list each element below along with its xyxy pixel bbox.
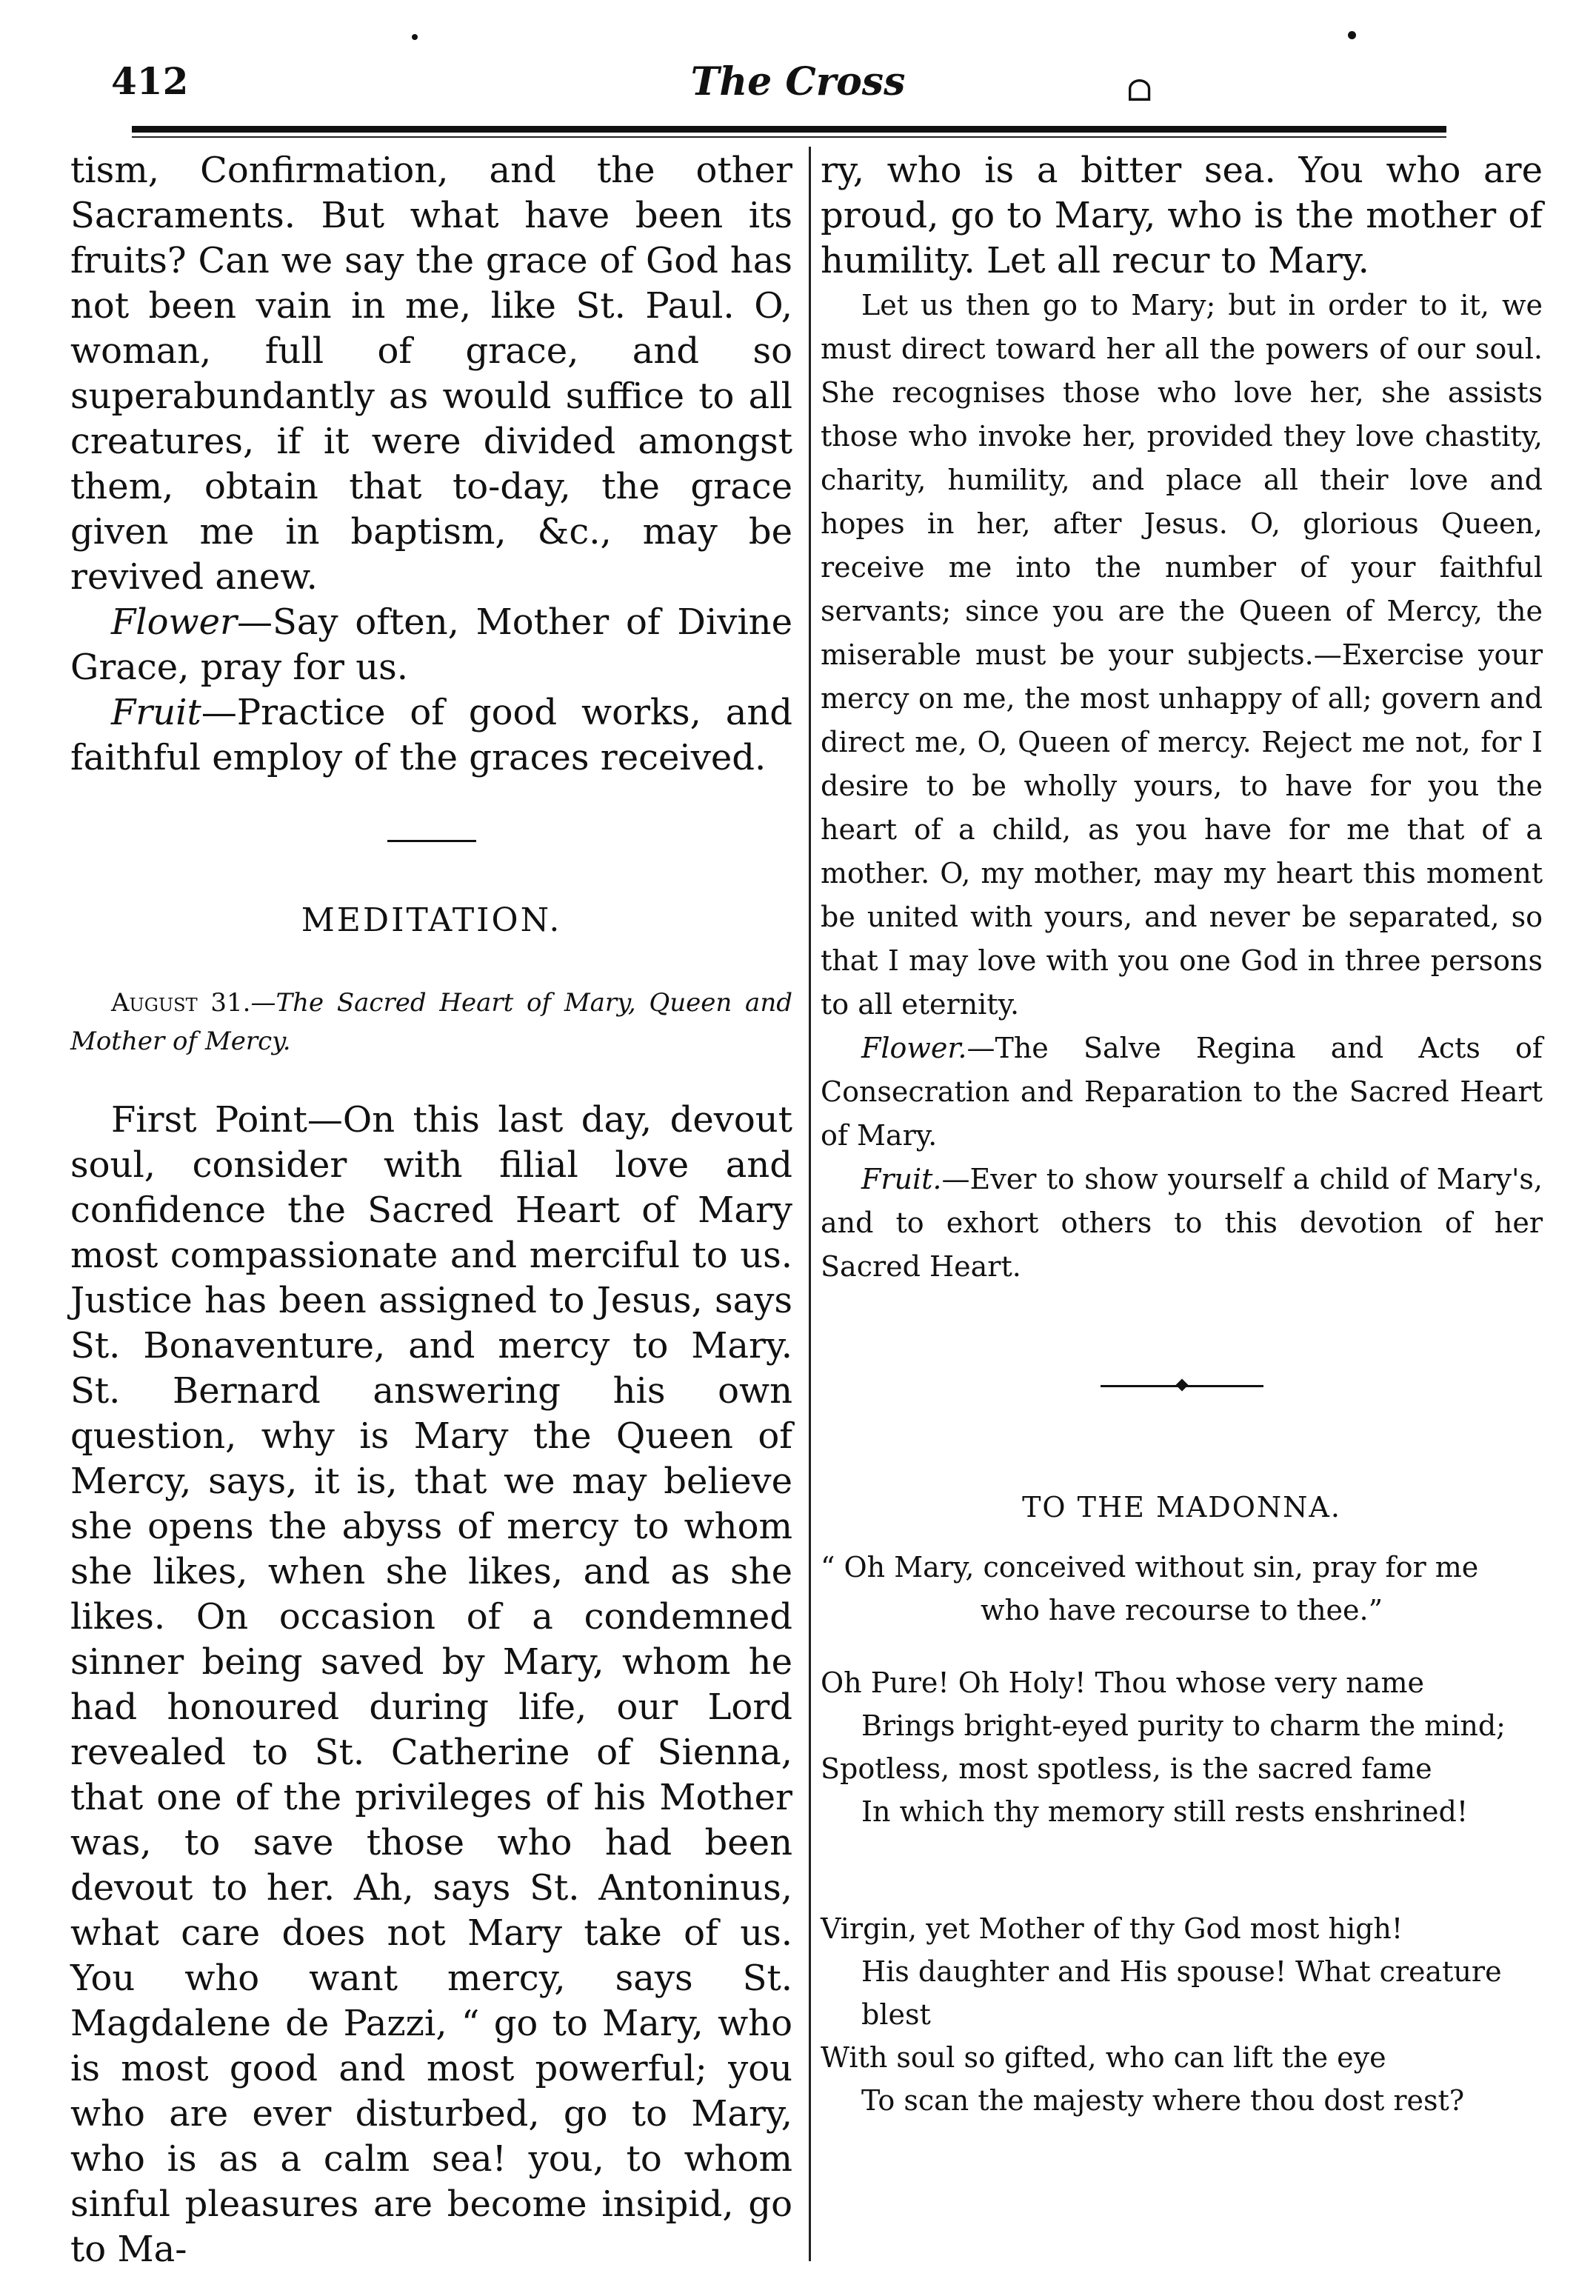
fruit-label: Fruit.	[861, 1163, 942, 1195]
column-divider	[809, 147, 811, 2261]
flower-text: —The Salve Regina and Acts of Consecration and Reparation to the Sacred Heart of Mary.	[821, 1032, 1543, 1152]
header-rule	[132, 126, 1446, 133]
fruit-paragraph	[70, 690, 792, 781]
right-column	[821, 148, 1543, 2122]
poem-line: In which thy memory still rests enshrined!	[861, 1795, 1469, 1828]
flower-paragraph	[821, 1027, 1543, 1158]
poem-line: Oh Pure! Oh Holy! Thou whose very name	[821, 1666, 1424, 1699]
flower-text: —Say often, Mother of Divine Grace, pray for us.	[70, 601, 792, 688]
poem-title: TO THE MADONNA.	[1022, 1491, 1341, 1524]
date-title: —The Sacred Heart of Mary, Queen and Mother of Mercy.	[70, 988, 792, 1056]
fruit-text: —Practice of good works, and faithful employ of the graces received.	[70, 692, 792, 778]
meditation-date	[70, 984, 792, 1061]
corner-mark: ᗝ	[1127, 74, 1152, 108]
ornament-rule	[1101, 1385, 1263, 1387]
flower-label: Flower	[111, 601, 237, 643]
poem-line: With soul so gifted, who can lift the eye	[821, 2041, 1386, 2074]
fruit-paragraph	[821, 1158, 1543, 1289]
prayer-paragraph: Let us then go to Mary; but in order to it, we must direct toward her all the powers of our soul. She recognises those who love her, she assists those who invoke her, provided they love chastity, charity, humility, and place all their love and hopes in her, after Jesus. O, glorious Queen, receive me into the number of your faithful servants; since you are the Queen of Mercy, the miserable must be your subjects.—Exercise your mercy on me, the most unhappy of all; govern and direct me, O, Queen of mercy. Reject me not, for I desire to be wholly yours, to have for you the heart of a child, as you have for me that of a mother. O, my mother, may my heart this moment be united with yours, and never be separated, so that I may love with you one God in three persons to all eternity.	[821, 289, 1543, 1021]
left-column	[70, 148, 792, 2272]
ink-speck	[412, 34, 418, 40]
poem-epigraph-line: who have recourse to thee.”	[980, 1594, 1383, 1626]
continued-paragraph: tism, Confirmation, and the other Sacraments. But what have been its fruits? Can we say the grace of God has not been vain in me, like St. Paul. O, woman, full of grace, and so superabundantly as would suffice to all creatures, if it were divided amongst them, obtain that to-day, the grace given me in baptism, &c., may be revived anew.	[70, 150, 792, 598]
meditation-heading: MEDITATION.	[301, 901, 562, 939]
date-label: August 31.	[111, 988, 251, 1018]
poem-epigraph-line: “ Oh Mary, conceived without sin, pray for me	[821, 1551, 1479, 1583]
poem-line: To scan the majesty where thou dost rest?	[861, 2084, 1465, 2117]
flower-label: Flower.	[861, 1032, 967, 1064]
ink-speck	[1348, 31, 1356, 39]
poem-stanza	[821, 1661, 1543, 1833]
first-point-paragraph: First Point—On this last day, devout soul, consider with filial love and confidence the Sacred Heart of Mary most compassionate and merciful to us. Justice has been assigned to Jesus, says St. Bonaventure, and mercy to Mary. St. Bernard answering his own question, why is Mary the Queen of Mercy, says, it is, that we may believe she opens the abyss of mercy to whom she likes, when she likes, and as she likes. On occasion of a condemned sinner being saved by Mary, whom he had honoured during life, our Lord revealed to St. Catherine of Sienna, that one of the privileges of his Mother was, to save those who had been devout to her. Ah, says St. Antoninus, what care does not Mary take of us. You who want mercy, says St. Magdalene de Pazzi, “ go to Mary, who is most good and most powerful; you who are ever disturbed, go to Mary, who is as a calm sea! you, to whom sinful pleasures are become insipid, go to Ma-	[70, 1099, 792, 2270]
header-rule-thin	[132, 136, 1446, 138]
poem-line: Brings bright-eyed purity to charm the mind;	[861, 1709, 1506, 1742]
poem-line: His daughter and His spouse! What creature blest	[861, 1955, 1502, 2031]
page-number: 412	[111, 59, 189, 103]
poem-line: Virgin, yet Mother of thy God most high!	[821, 1912, 1403, 1945]
running-title: The Cross	[690, 59, 906, 104]
poem-stanza	[821, 1907, 1543, 2122]
fruit-label: Fruit	[111, 692, 201, 733]
flower-paragraph	[70, 600, 792, 690]
continued-paragraph: ry, who is a bitter sea. You who are proud, go to Mary, who is the mother of humility. Let all recur to Mary.	[821, 150, 1543, 281]
fruit-text: —Ever to show yourself a child of Mary's, and to exhort others to this devotion of her Sacred Heart.	[821, 1163, 1543, 1283]
poem-line: Spotless, most spotless, is the sacred fame	[821, 1752, 1432, 1785]
